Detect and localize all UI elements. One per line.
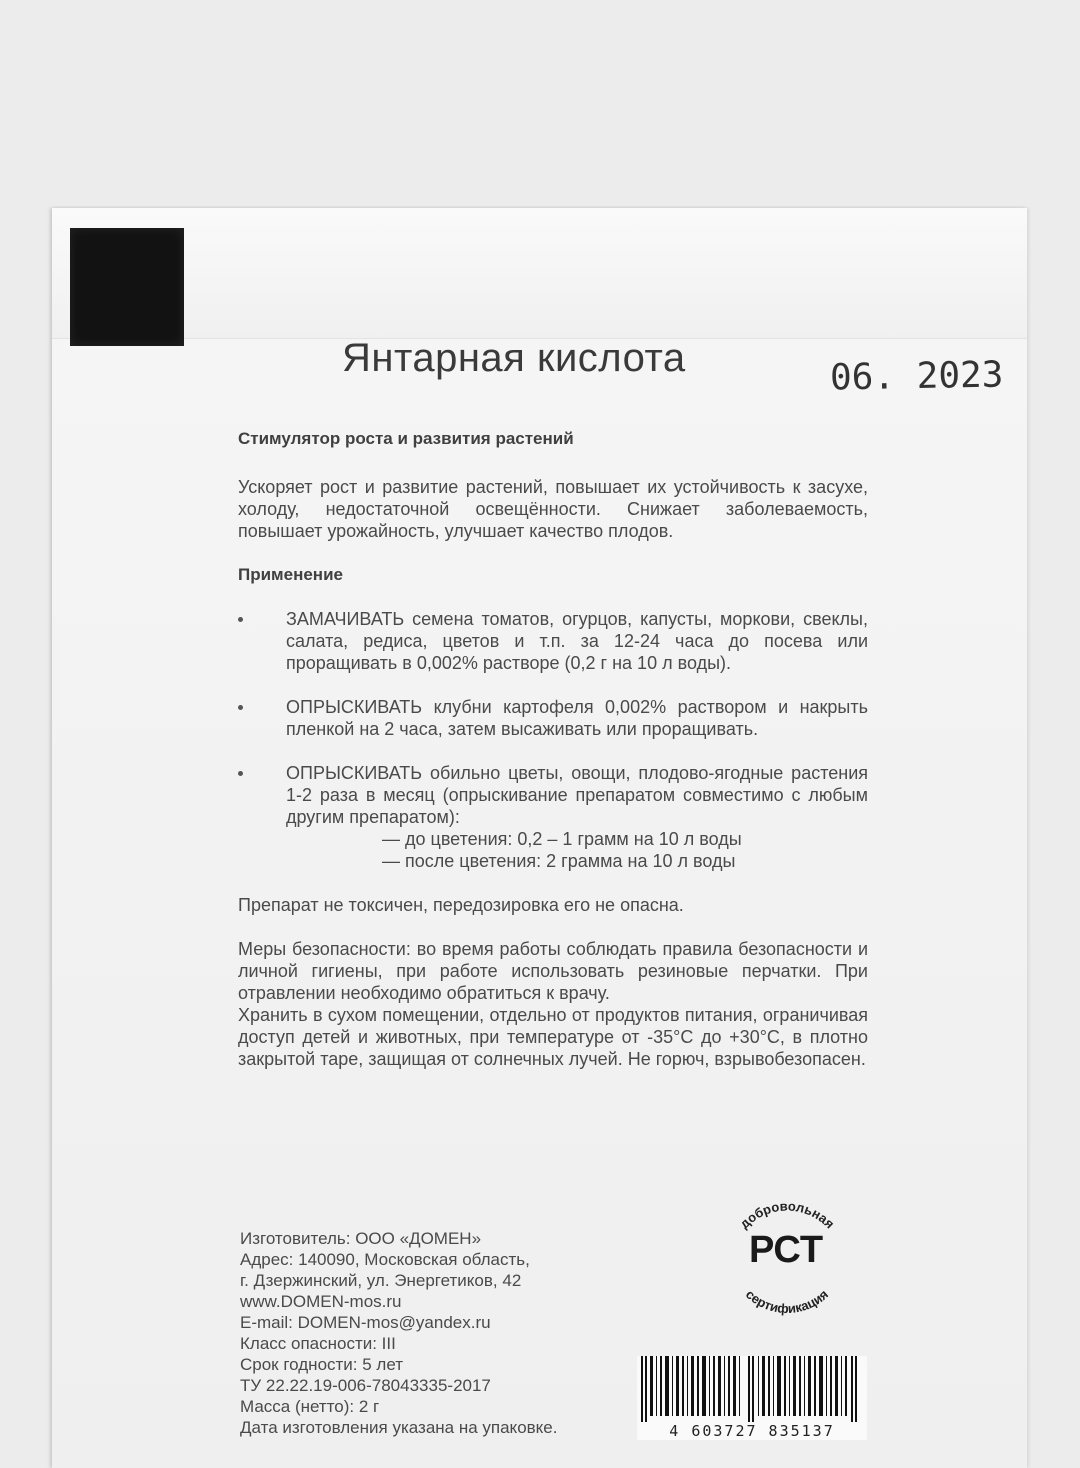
safety-measures: Меры безопасности: во время работы соблюдать правила безопасности и личной гигиены, при работе использовать резиновые перчатки. При отравлении необходимо обратиться к врачу. (238, 939, 868, 1003)
cert-top-text: добровольная (736, 1198, 838, 1232)
bullet-icon (238, 705, 243, 710)
manufacturer-website: www.DOMEN-mos.ru (240, 1292, 402, 1311)
cert-logo-text: РСТ (748, 1229, 824, 1271)
manufacturer-info (240, 1228, 557, 1438)
storage-instructions: Хранить в сухом помещении, отдельно от продуктов питания, ограничивая доступ детей и животных, при температуре от -35°С до +30°С, в плотно закрытой таре, защищая от солнечных лучей. Не горюч, взрывобезопасен. (238, 1005, 868, 1069)
dose-after-flowering: — после цветения: 2 грамма на 10 л воды (382, 851, 736, 871)
usage-item (238, 696, 868, 740)
product-description: Ускоряет рост и развитие растений, повышает их устойчивость к засухе, холоду, недостаточной освещённости. Снижает заболеваемость, повышает урожайность, улучшает качество плодов. (238, 477, 868, 541)
manufacturer-address-line2: г. Дзержинский, ул. Энергетиков, 42 (240, 1271, 522, 1290)
svg-text:сертификация (743, 1287, 831, 1317)
barcode (637, 1356, 867, 1440)
usage-item-text: ОПРЫСКИВАТЬ обильно цветы, овощи, плодово-ягодные растения 1-2 раза в месяц (опрыскивание препаратом совместимо с любым другим препаратом): (286, 763, 868, 827)
usage-item (238, 762, 868, 872)
usage-heading: Применение (238, 565, 343, 584)
usage-item (238, 608, 868, 674)
technical-spec: ТУ 22.22.19-006-78043335-2017 (240, 1376, 491, 1395)
instruction-text-block (238, 428, 868, 1092)
dose-before-flowering: — до цветения: 0,2 – 1 грамм на 10 л воды (382, 829, 742, 849)
net-weight: Масса (нетто): 2 г (240, 1397, 380, 1416)
cert-bottom-text: сертификация (742, 1286, 832, 1317)
manufacturer-name: Изготовитель: ООО «ДОМЕН» (240, 1229, 482, 1248)
non-toxic-note: Препарат не токсичен, передозировка его не опасна. (238, 895, 684, 915)
svg-text:добровольная (737, 1198, 838, 1231)
usage-item-text: ОПРЫСКИВАТЬ клубни картофеля 0,002% раствором и накрыть пленкой на 2 часа, затем высаживать или проращивать. (286, 697, 868, 739)
product-title: Янтарная кислота (342, 336, 686, 380)
hazard-class: Класс опасности: III (240, 1334, 396, 1353)
rst-certification-icon (714, 1176, 859, 1321)
barcode-bars-icon (637, 1356, 867, 1422)
sealed-seam (52, 208, 1027, 339)
product-subtitle: Стимулятор роста и развития растений (238, 429, 574, 448)
barcode-digits: 4 603727 835137 (637, 1422, 867, 1440)
black-print-mark (70, 228, 184, 346)
usage-item-text: ЗАМАЧИВАТЬ семена томатов, огурцов, капусты, моркови, свеклы, салата, редиса, цветов и т.п. за 12-24 часа до посева или проращивать в 0,002% растворе (0,2 г на 10 л воды). (286, 609, 868, 673)
bullet-icon (238, 617, 243, 622)
sachet (52, 208, 1027, 1468)
manufacturer-address-line1: Адрес: 140090, Московская область, (240, 1250, 530, 1269)
bullet-icon (238, 771, 243, 776)
usage-list (238, 608, 868, 872)
manufacture-date-note: Дата изготовления указана на упаковке. (240, 1418, 558, 1437)
production-date-stamp: 06. 2023 (829, 354, 1004, 399)
manufacturer-email: E-mail: DOMEN-mos@yandex.ru (240, 1313, 491, 1332)
shelf-life: Срок годности: 5 лет (240, 1355, 404, 1374)
